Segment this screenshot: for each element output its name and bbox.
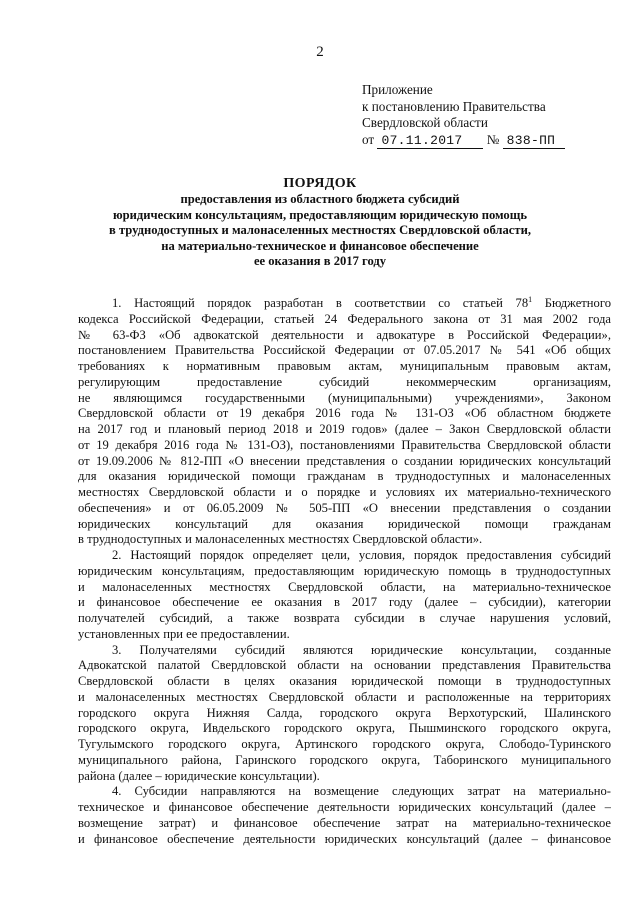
subtitle-line: на материально-техническое и финансовое обеспечение	[161, 238, 479, 253]
body-text: 1. Настоящий порядок разработан в соответствии со статьей 78	[112, 296, 529, 310]
body-text: Бюджетного	[532, 296, 611, 310]
body-line: Свердловской области в целях оказания юридической помощи в труднодоступных	[78, 674, 611, 688]
body-line: Тугулымского городского округа, Артинского городского округа, Слободо-Туринского	[78, 737, 611, 751]
body-line: 4. Субсидии направляются на возмещение следующих затрат на материально-	[112, 784, 611, 799]
body-line: района (далее – юридические консультации).	[78, 768, 320, 783]
body-line: и малонаселенных местностях Свердловской области, на материально-техническое	[78, 579, 611, 594]
document-body	[78, 296, 611, 847]
body-line: от 19.09.2006 № 812-ПП «О внесении представления о создании юридических консультаций	[78, 453, 611, 468]
appendix-date-line	[362, 132, 565, 149]
body-line: муниципального района, Гаринского городского округа, Таборинского муниципального	[78, 752, 611, 767]
body-line: № 63-ФЗ «Об адвокатской деятельности и адвокатуре в Российской Федерации»,	[78, 327, 611, 342]
body-line: городского округа, Ивдельского городского округа, Пышминского городского округа,	[78, 721, 611, 736]
body-line: местностях Свердловской области и о порядке и условиях их материально-технического	[78, 485, 611, 499]
document-subtitle	[80, 192, 560, 270]
body-line: от 19 декабря 2016 года № 131-ОЗ), постановлениями Правительства Свердловской области	[78, 437, 611, 452]
page-number: 2	[316, 44, 324, 60]
document-title: ПОРЯДОК	[283, 176, 357, 191]
footnote-superscript: 1	[528, 296, 533, 304]
body-line: обеспечения» и от 06.05.2009 № 505-ПП «О внесении представления о создании	[78, 500, 611, 515]
body-line: возмещение затрат) и финансовое обеспечение затрат на материально-техническое	[78, 815, 611, 830]
subtitle-line: юридическим консультациям, предоставляющим юридическую помощь	[112, 207, 528, 222]
body-line: городского округа Нижняя Салда, городского округа Верхотурский, Шалинского	[78, 705, 611, 720]
body-line: требованиях к нормативным правовым актам, муниципальным правовым актам,	[78, 359, 611, 373]
appendix-line: Приложение	[362, 82, 433, 97]
body-line: и малонаселенных местностях Свердловской области и расположенные на территориях	[78, 689, 611, 704]
body-line: 3. Получателями субсидий являются юридические консультации, созданные	[112, 642, 611, 657]
decree-number: 838-ПП	[503, 134, 565, 149]
body-line: не являющимся государственными (муниципальными) учреждениями», Законом	[78, 390, 611, 405]
body-line: Свердловской области от 19 декабря 2016 года № 131-ОЗ «Об областном бюджете	[78, 406, 611, 421]
date-prefix: от	[362, 131, 375, 147]
body-line: юридических консультаций для оказания юридической помощи гражданам	[78, 516, 611, 531]
subtitle-line: ее оказания в 2017 году	[253, 254, 387, 268]
appendix-line: к постановлению Правительства	[362, 98, 546, 114]
number-prefix: №	[486, 131, 500, 147]
body-line	[78, 296, 611, 312]
appendix-header	[362, 82, 565, 149]
body-line: 2. Настоящий порядок определяет цели, условия, порядок предоставления субсидий	[112, 548, 611, 562]
subtitle-line: предоставления из областного бюджета субсидий	[180, 192, 460, 206]
body-line: кодекса Российской Федерации, статьей 24 Федерального закона от 31 мая 2002 года	[78, 311, 611, 326]
body-line: Адвокатской палатой Свердловской области на основании представления Правительства	[78, 658, 611, 673]
body-line: получателей субсидий, а также возврата субсидии в случае нарушения условий,	[78, 611, 611, 625]
body-line: регулирующим предоставление субсидий некоммерческим организациям,	[78, 374, 611, 389]
body-line: техническое и финансовое обеспечение деятельности юридических консультаций (далее –	[78, 800, 611, 814]
body-line: на 2017 год и плановый период 2018 и 2019 годов» (далее – Закон Свердловской области	[78, 422, 611, 436]
body-line: юридическим консультациям, предоставляющим юридическую помощь в труднодоступных	[78, 563, 611, 578]
body-line: постановлением Правительства Российской Федерации от 07.05.2017 № 541 «Об общих	[78, 343, 611, 358]
body-line: установленных при ее предоставлении.	[78, 626, 290, 641]
body-line: в труднодоступных и малонаселенных местностях Свердловской области».	[78, 532, 483, 547]
body-line: и финансовое обеспечение ее оказания в 2017 году (далее – субсидии), категории	[78, 595, 611, 610]
subtitle-line: в труднодоступных и малонаселенных местностях Свердловской области,	[109, 223, 531, 237]
body-line: и финансовое обеспечение деятельности юридических консультаций (далее – финансовое	[78, 831, 611, 846]
body-line: для оказания юридической помощи гражданам в труднодоступных и малонаселенных	[78, 469, 611, 484]
appendix-line: Свердловской области	[362, 115, 488, 130]
decree-date: 07.11.2017	[377, 134, 483, 149]
